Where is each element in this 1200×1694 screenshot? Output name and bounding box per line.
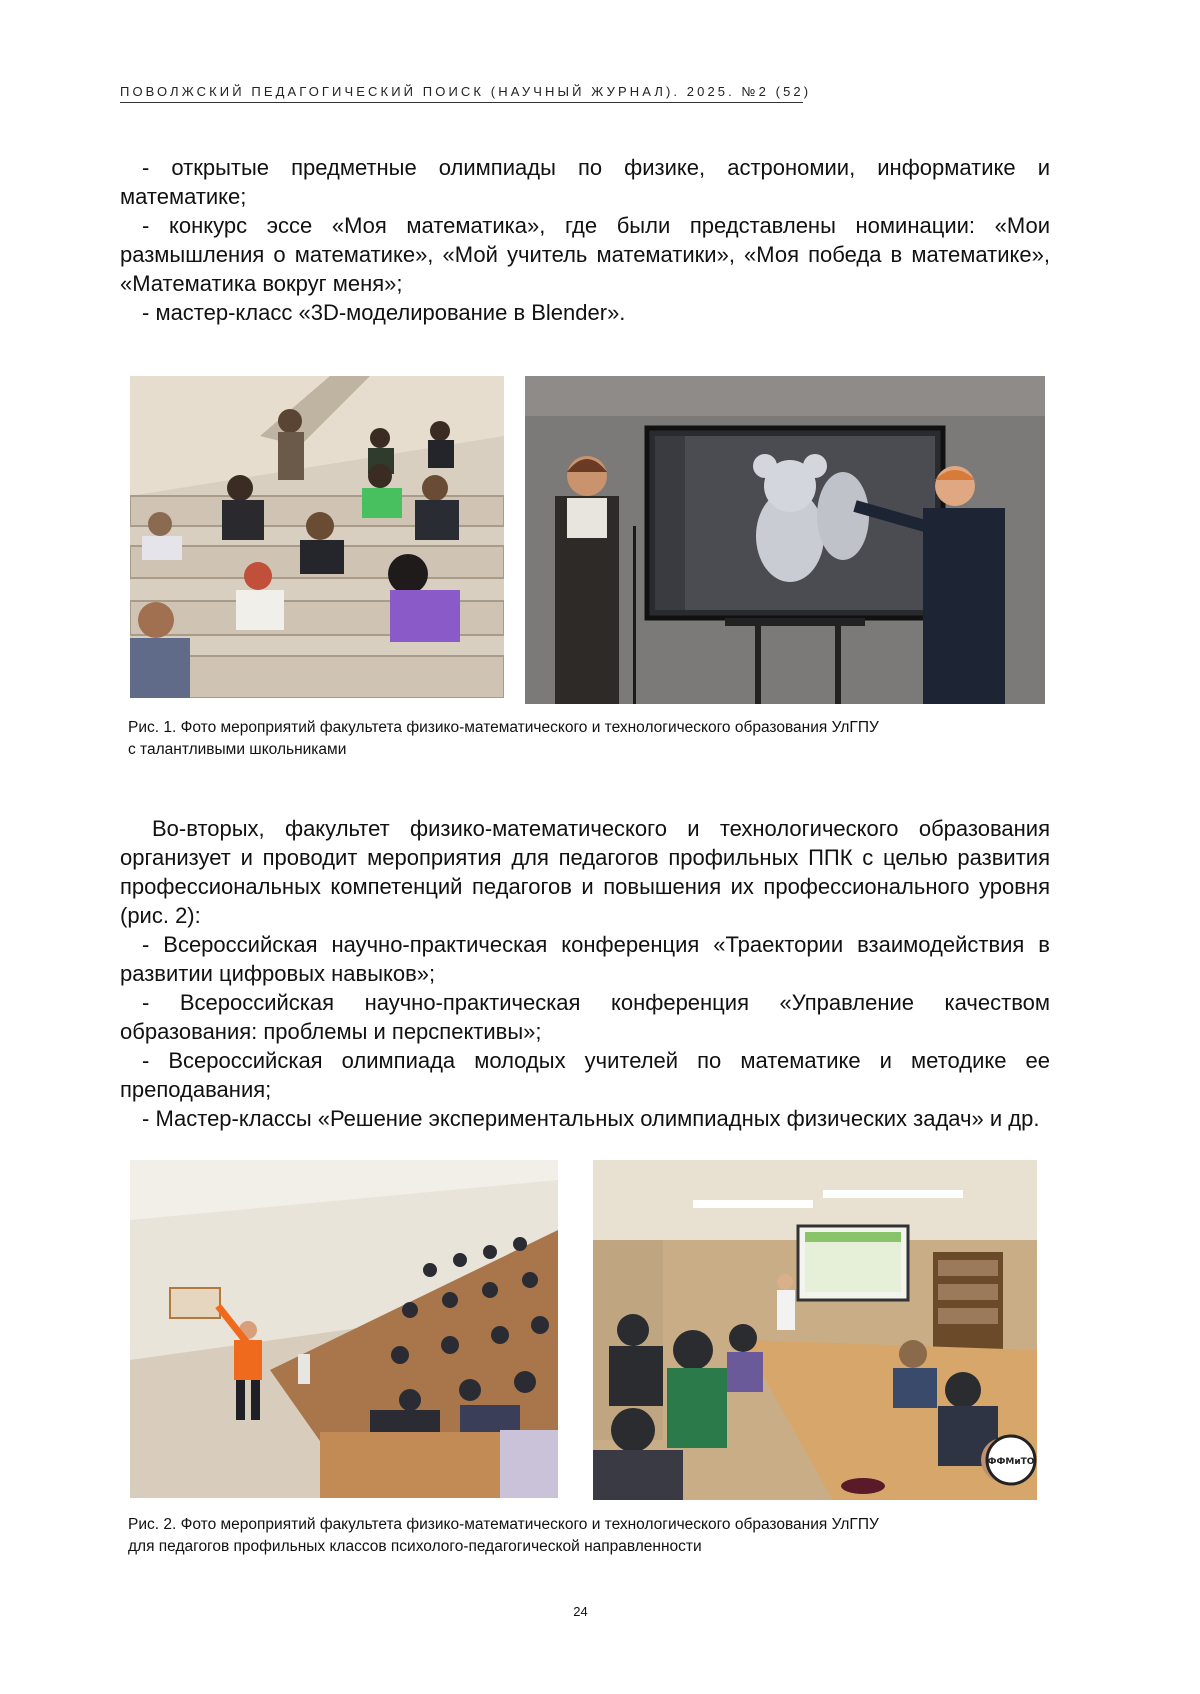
figure1-caption — [128, 717, 1058, 761]
figure1-caption-line1: Рис. 1. Фото мероприятий факультета физико-математического и технологического образования УлГПУ — [128, 719, 879, 736]
list-item-masterclass-blender: - мастер-класс «3D-моделирование в Blender». — [142, 300, 626, 325]
figure2-caption-line1: Рис. 2. Фото мероприятий факультета физико-математического и технологического образования УлГПУ — [128, 1516, 879, 1533]
list-item-conference-digital: - Всероссийская научно-практическая конференция «Траектории взаимодействия в развитии цифровых навыков»; — [120, 932, 1050, 986]
faculty-logo-text: ФФМиТО — [987, 1457, 1035, 1467]
main-text-block — [120, 814, 1050, 1133]
header-rule — [120, 102, 803, 103]
figure2-photo-lecture-hall — [130, 1160, 558, 1498]
figure2-caption-line2: для педагогов профильных классов психолого-педагогической направленности — [128, 1538, 702, 1555]
list-item-olympiads: - открытые предметные олимпиады по физике, астрономии, информатике и математике; — [120, 155, 1050, 209]
page-number: 24 — [573, 1604, 588, 1619]
figure2-caption — [128, 1514, 1058, 1558]
running-header: ПОВОЛЖСКИЙ ПЕДАГОГИЧЕСКИЙ ПОИСК (НАУЧНЫЙ ЖУРНАЛ). 2025. №2 (52) — [120, 84, 812, 99]
list-item-masterclasses-physics: - Мастер-классы «Решение экспериментальных олимпиадных физических задач» и др. — [142, 1106, 1040, 1131]
list-item-essay-contest: - конкурс эссе «Моя математика», где были представлены номинации: «Мои размышления о математике», «Мой учитель математики», «Моя победа в математике», «Математика вокруг меня»; — [120, 213, 1050, 296]
figure1-caption-line2: с талантливыми школьниками — [128, 741, 347, 758]
list-item-conference-quality: - Всероссийская научно-практическая конференция «Управление качеством образования: проблемы и перспективы»; — [120, 990, 1050, 1044]
paragraph-second-point: Во-вторых, факультет физико-математического и технологического образования организует и проводит мероприятия для педагогов профильных ППК с целью развития профессиональных компетенций педагогов и повышения их профессионального уровня (рис. 2): — [120, 816, 1050, 928]
list-item-young-teachers-olympiad: - Всероссийская олимпиада молодых учителей по математике и методике ее преподавания; — [120, 1048, 1050, 1102]
figure2-photo-seminar-room — [593, 1160, 1037, 1500]
figure1-photo-blender-demo — [525, 376, 1045, 704]
top-text-block — [120, 153, 1050, 327]
figure1-photo-classroom — [130, 376, 504, 698]
